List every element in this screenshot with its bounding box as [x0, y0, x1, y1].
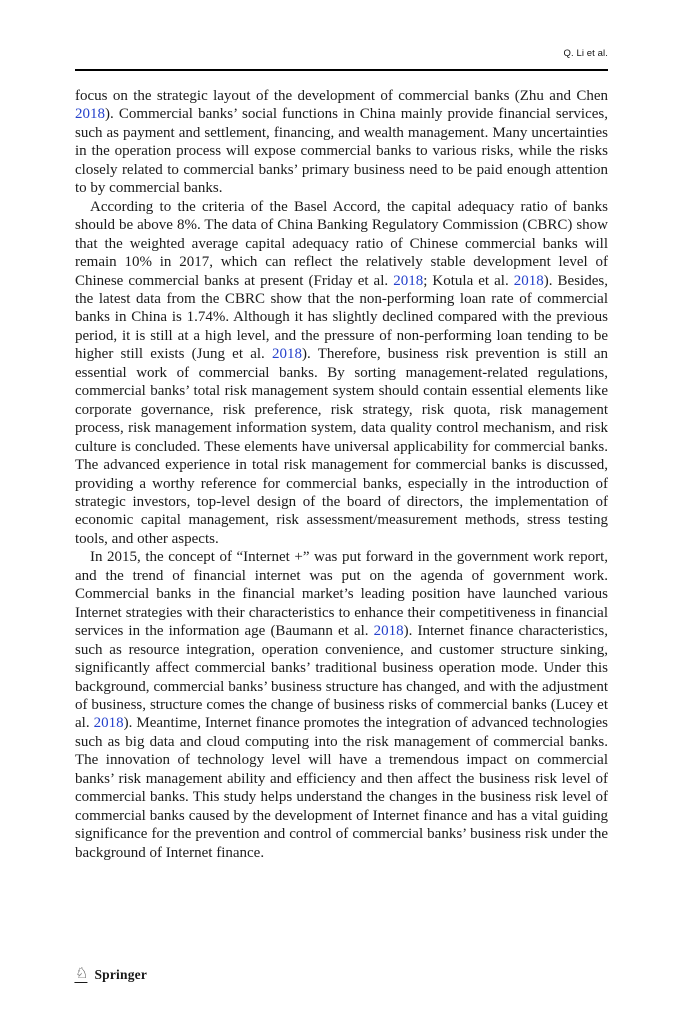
paragraph: [75, 87, 608, 198]
footer: [75, 966, 147, 983]
text-run: focus on the strategic layout of the development of commercial banks (Zhu and Chen: [75, 88, 608, 104]
springer-knight-icon: ♘: [74, 964, 90, 982]
paragraph: [75, 548, 608, 862]
citation-link[interactable]: 2018: [393, 272, 424, 289]
text-run: According to the criteria of the Basel Accord, the capital adequacy ratio of banks should be above 8%. The data of China Banking Regulatory Commission (CBRC) show that the weighted average capital adequacy ratio of Chinese commercial banks will remain 10% in 2017, which can reflect the relatively stable development level of Chinese commercial banks at present (Friday et al.: [75, 198, 608, 289]
text-run: ; Kotula et al.: [423, 272, 514, 289]
text-run: ). Commercial banks’ social functions in China mainly provide financial services, such as payment and settlement, financing, and wealth management. Many uncertainties in the operation process will expose commercial banks to various risks, while the risks closely related to commercial banks’ primary business need to be paid enough attention to by commercial banks.: [75, 106, 608, 197]
paragraph: [75, 198, 608, 549]
text-run: ). Meantime, Internet finance promotes the integration of advanced technologies such as big data and cloud computing into the risk management of commercial banks. The innovation of technology level will have a tremendous impact on commercial banks’ risk management ability and efficiency and then affect the business risk level of commercial banks. This study helps understand the changes in the business risk level of commercial banks caused by the development of Internet finance and has a vital guiding significance for the prevention and control of commercial banks’ business risk under the background of Internet finance.: [75, 715, 609, 861]
citation-link[interactable]: 2018: [75, 106, 105, 123]
text-run: In 2015, the concept of “Internet +” was put forward in the government work report, and the trend of financial internet was put on the agenda of government work. Commercial banks in the financial market’s leading position have launched various Internet strategies with their characteristics to enhance their competitiveness in financial services in the information age (Baumann et al.: [75, 549, 608, 640]
citation-link[interactable]: 2018: [373, 623, 404, 640]
publisher-name: Springer: [94, 966, 148, 982]
citation-link[interactable]: 2018: [513, 272, 544, 289]
text-run: ). Therefore, business risk prevention is still an essential work of commercial banks. By sorting management-related regulations, commercial banks’ total risk management system should contain essential elements like corporate governance, risk preference, risk strategy, risk quota, risk management process, risk management information system, data quality control mechanism, and risk culture is concluded. These elements have universal applicability for commercial banks. The advanced experience in total risk management for commercial banks is discussed, providing a worthy reference for commercial banks, especially in the introduction of strategic investors, top-level design of the board of directors, the implementation of economic capital management, risk assessment/measurement methods, stress testing tools, and other aspects.: [75, 346, 609, 547]
running-head-author: Q. Li et al.: [563, 48, 608, 59]
citation-link[interactable]: 2018: [272, 346, 303, 363]
header-rule: [75, 69, 608, 71]
text-run: ). Internet finance characteristics, such as resource integration, operation convenience, and customer structure sinking, significantly affect commercial banks’ traditional business operation mode. Under this background, commercial banks’ business structure has changed, and with the adjustment of business, structure comes the change of business risks of commercial banks (Lucey et al.: [75, 623, 608, 732]
text-run: ). Besides, the latest data from the CBRC show that the non-performing loan rate of commercial banks in China is 1.74%. Although it has slightly declined compared with the previous period, it is still at a high level, and the pressure of non-performing loan tending to be higher still exists (Jung et al.: [75, 272, 608, 363]
citation-link[interactable]: 2018: [93, 715, 124, 732]
running-head: [564, 48, 609, 59]
article-body: [75, 87, 608, 862]
